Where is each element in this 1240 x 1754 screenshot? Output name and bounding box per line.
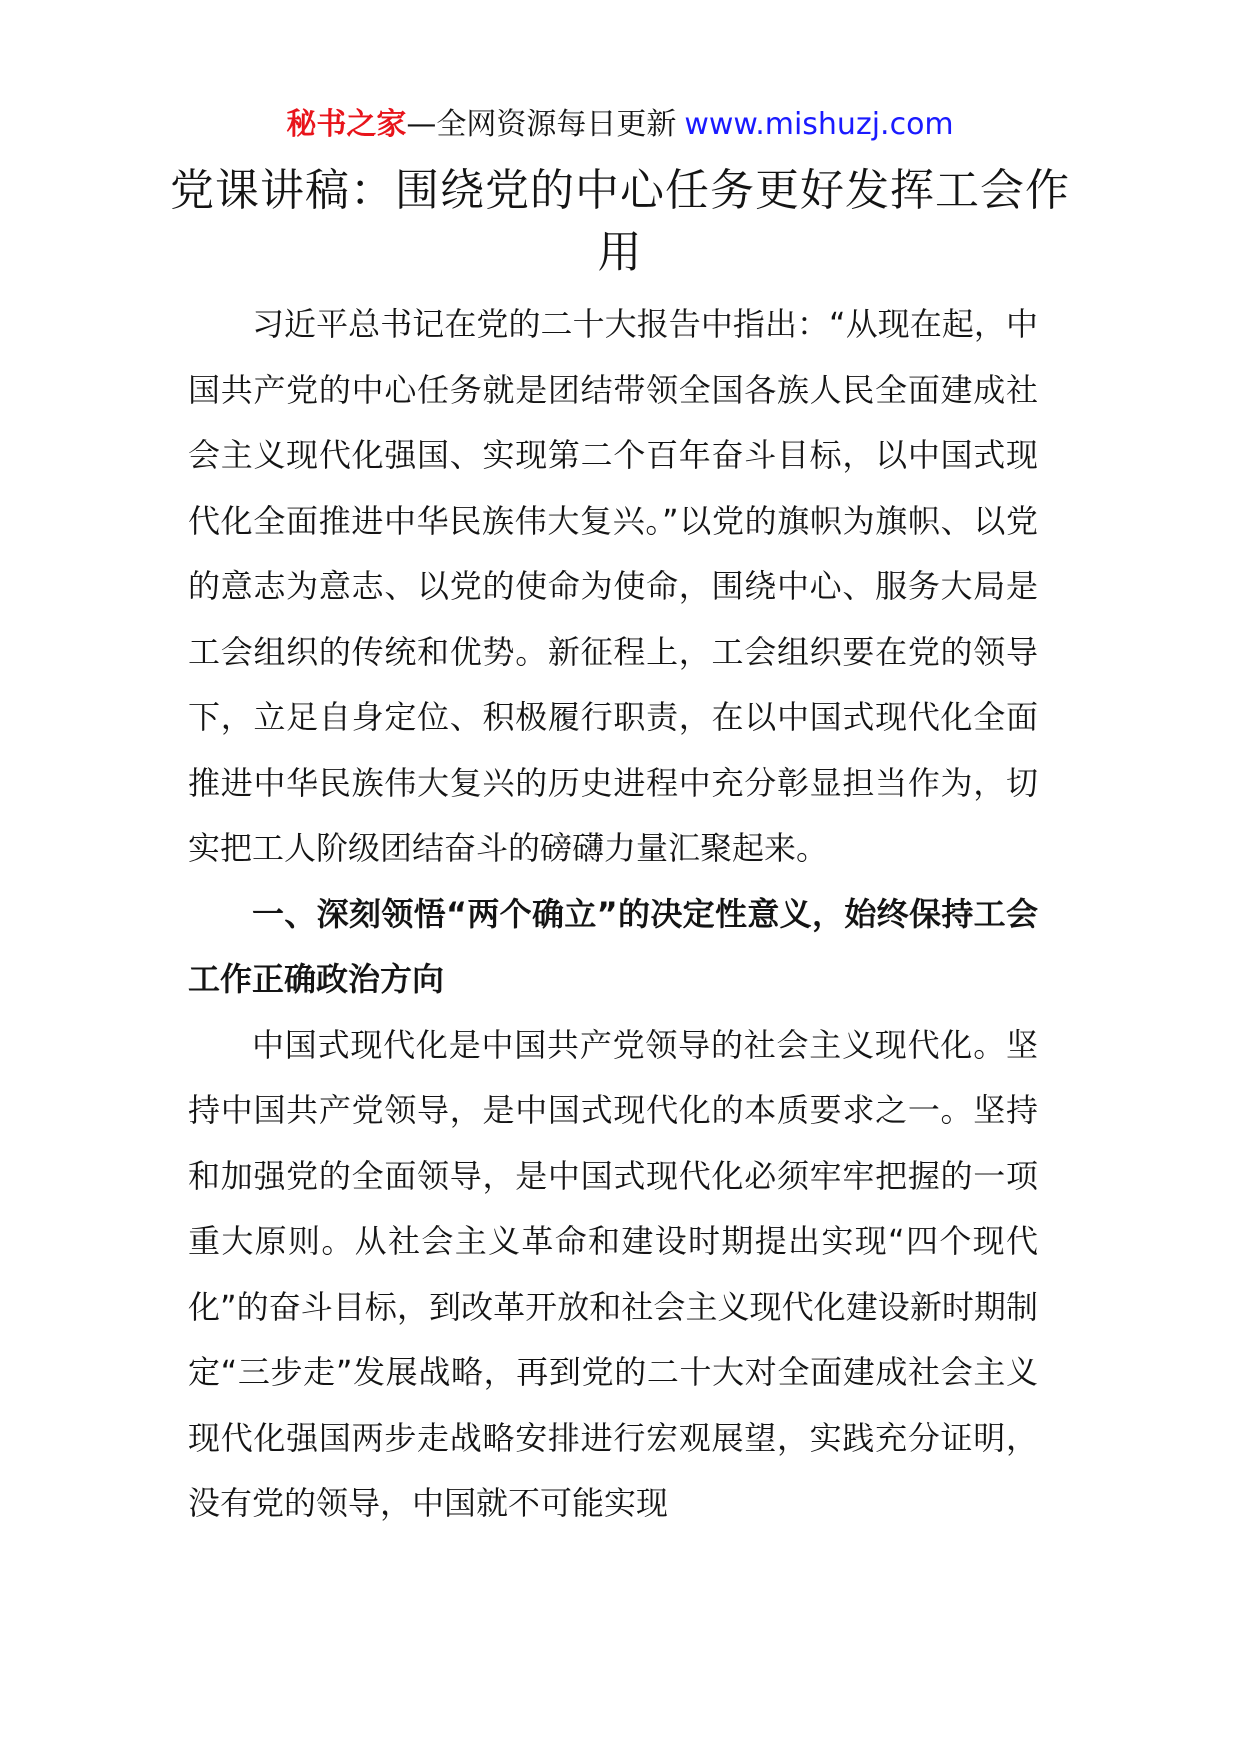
- document-title: 党课讲稿：围绕党的中心任务更好发挥工会作用: [170, 165, 1070, 278]
- banner-tagline: —全网资源每日更新: [406, 107, 677, 142]
- site-banner: [0, 100, 1240, 150]
- document-body: [188, 292, 1038, 1537]
- brand-name: 秘书之家: [286, 107, 407, 142]
- body-paragraph-section-1: 中国式现代化是中国共产党领导的社会主义现代化。坚持中国共产党领导，是中国式现代化的本质要求之一。坚持和加强党的全面领导，是中国式现代化必须牢牢把握的一项重大原则。从社会主义革命和建设时期提出实现“四个现代化”的奋斗目标，到改革开放和社会主义现代化建设新时期制定“三步走”发展战略，再到党的二十大对全面建成社会主义现代化强国两步走战略安排进行宏观展望，实践充分证明，没有党的领导，中国就不可能实现: [188, 1025, 1038, 1522]
- body-paragraph-intro: 习近平总书记在党的二十大报告中指出：“从现在起，中国共产党的中心任务就是团结带领全国各族人民全面建成社会主义现代化强国、实现第二个百年奋斗目标，以中国式现代化全面推进中华民族伟大复兴。”以党的旗帜为旗帜、以党的意志为意志、以党的使命为使命，围绕中心、服务大局是工会组织的传统和优势。新征程上，工会组织要在党的领导下，立足自身定位、积极履行职责，在以中国式现代化全面推进中华民族伟大复兴的历史进程中充分彰显担当作为，切实把工人阶级团结奋斗的磅礴力量汇聚起来。: [188, 305, 1038, 867]
- site-url-link[interactable]: www.mishuzj.com: [684, 107, 954, 142]
- section-heading-1: 一、深刻领悟“两个确立”的决定性意义，始终保持工会工作正确政治方向: [188, 894, 1038, 998]
